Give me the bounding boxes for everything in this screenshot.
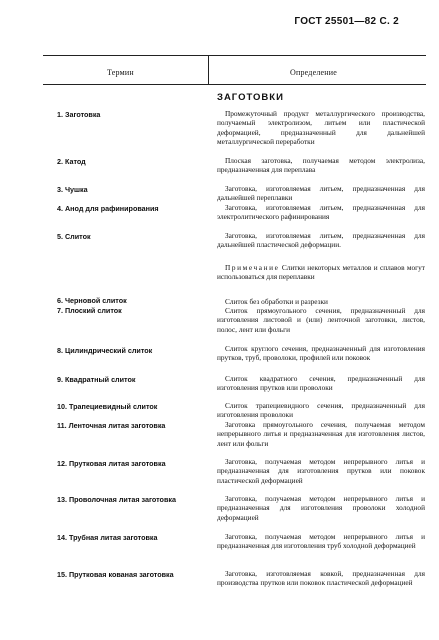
term-13: 13. Проволочная литая заготовка [57, 495, 176, 504]
term-8: 8. Цилиндрический слиток [57, 346, 153, 355]
definition-1: Промежуточный продукт металлургического производства, получаемый электролизом, литьем или пластической деформацией, предназначенный для дальнейшей металлургической переработки [217, 109, 425, 147]
table-top-rule [43, 55, 426, 56]
definition-12: Заготовка, получаемая методом непрерывного литья и предназначенная для изготовления прутков или поковок пластической деформацией [217, 457, 425, 485]
term-4: 4. Анод для рафинирования [57, 204, 159, 213]
term-7: 7. Плоский слиток [57, 306, 122, 315]
definition-13: Заготовка, получаемая методом непрерывного литья и предназначенная для изготовления проволоки холодной деформацией [217, 494, 425, 522]
term-2: 2. Катод [57, 157, 86, 166]
definition-5: Заготовка, изготовляемая литьем, предназначенная для дальнейшей пластической деформации. [217, 231, 425, 250]
section-title: ЗАГОТОВКИ [217, 92, 284, 103]
term-12: 12. Прутковая литая заготовка [57, 459, 166, 468]
standard-header: ГОСТ 25501—82 С. 2 [294, 16, 399, 27]
note-label: Примечание [225, 263, 280, 272]
term-14: 14. Трубная литая заготовка [57, 533, 158, 542]
term-11: 11. Ленточная литая заготовка [57, 421, 166, 430]
table-header-rule [43, 84, 426, 85]
definition-9: Слиток квадратного сечения, предназначенный для изготовления прутков или проволоки [217, 374, 425, 393]
column-header-term: Термин [107, 68, 134, 77]
definition-4: Заготовка, изготовляемая литьем, предназначенная для электролитического рафинирования [217, 203, 425, 222]
term-10: 10. Трапециевидный слиток [57, 402, 158, 411]
definition-7: Слиток прямоугольного сечения, предназначенный для изготовления листовой и (или) ленточной заготовки, листов, полос, лент или фольги [217, 306, 425, 334]
column-divider [208, 55, 209, 84]
definition-6: Слиток без обработки и разрезки [225, 297, 328, 306]
definition-2: Плоская заготовка, получаемая методом электролиза, предназначенная для переплава [217, 156, 425, 175]
definition-15: Заготовка, изготовляемая ковкой, предназначенная для производства прутков или поковок пластической деформацией [217, 569, 425, 588]
note-text: Слитки некоторых металлов и сплавов могут использоваться для переплавки [217, 263, 425, 282]
definition-11: Заготовка прямоугольного сечения, получаемая методом непрерывного литья и предназначенная для изготовления листов, лент или фольги [217, 420, 425, 448]
term-1: 1. Заготовка [57, 110, 101, 119]
definition-3: Заготовка, изготовляемая литьем, предназначенная для дальнейшей переплавки [217, 184, 425, 203]
term-6: 6. Черновой слиток [57, 296, 127, 305]
definition-14: Заготовка, получаемая методом непрерывного литья и предназначенная для изготовления труб холодной деформацией [217, 532, 425, 551]
column-header-definition: Определение [290, 68, 337, 77]
definition-8: Слиток круглого сечения, предназначенный для изготовления прутков, труб, проволоки, профилей или поковок [217, 344, 425, 363]
term-15: 15. Прутковая кованая заготовка [57, 570, 174, 579]
note [217, 263, 425, 282]
term-3: 3. Чушка [57, 185, 88, 194]
definition-10: Слиток трапециевидного сечения, предназначенный для изготовления проволоки [217, 401, 425, 420]
term-5: 5. Слиток [57, 232, 91, 241]
term-9: 9. Квадратный слиток [57, 375, 136, 384]
